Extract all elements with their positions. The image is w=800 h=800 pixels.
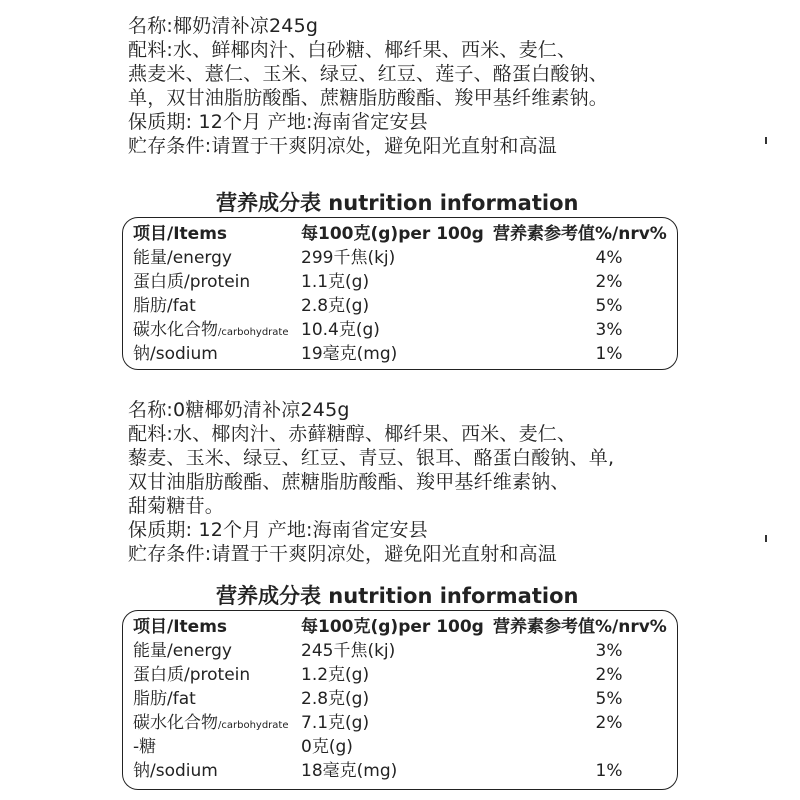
product2-name: 名称:0糖椰奶清补凉245g: [128, 399, 350, 421]
row-item: 脂肪/fat: [133, 296, 196, 316]
table-row: [123, 318, 677, 342]
table-row: [123, 294, 677, 318]
header-per100g: 每100克(g)per 100g: [301, 617, 484, 637]
row-per100g: 0克(g): [301, 737, 353, 757]
row-nrv: 4%: [595, 248, 623, 268]
header-nrv: 营养素参考值%/nrv%: [493, 617, 667, 637]
row-per100g: 245千焦(kj): [301, 641, 396, 661]
table-header-row: [123, 615, 677, 639]
row-nrv: 1%: [595, 761, 623, 781]
product1-shelf-life: 保质期: 12个月 产地:海南省定安县: [128, 111, 428, 133]
product2-table-title: 营养成分表 nutrition information: [216, 584, 579, 608]
row-item: 钠/sodium: [133, 761, 218, 781]
table-row: [123, 711, 677, 735]
table-row: [123, 246, 677, 270]
header-nrv: 营养素参考值%/nrv%: [493, 224, 667, 244]
row-item: 蛋白质/protein: [133, 665, 251, 685]
row-per100g: 1.2克(g): [301, 665, 370, 685]
row-nrv: 3%: [595, 641, 623, 661]
row-nrv: 3%: [595, 320, 623, 340]
row-nrv: 1%: [595, 344, 623, 364]
product1-storage: 贮存条件:请置于干爽阴凉处，避免阳光直射和高温: [128, 135, 558, 157]
product2-info: [128, 398, 768, 566]
product2-ingredients-line3: 双甘油脂肪酸酯、蔗糖脂肪酸酯、羧甲基纤维素钠、: [128, 471, 570, 493]
table-row: [123, 735, 677, 759]
row-per100g: 2.8克(g): [301, 296, 370, 316]
table-header-row: [123, 222, 677, 246]
row-nrv: 2%: [595, 713, 623, 733]
row-item: -糖: [133, 737, 157, 757]
product2-ingredients-line2: 藜麦、玉米、绿豆、红豆、青豆、银耳、酪蛋白酸钠、单,: [128, 447, 615, 469]
row-item: 能量/energy: [133, 641, 232, 661]
row-per100g: 18毫克(mg): [301, 761, 398, 781]
product2-storage: 贮存条件:请置于干爽阴凉处，避免阳光直射和高温: [128, 543, 558, 565]
product2-shelf-life: 保质期: 12个月 产地:海南省定安县: [128, 519, 428, 541]
row-per100g: 10.4克(g): [301, 320, 380, 340]
product2-ingredients-line1: 配料:水、椰肉汁、赤藓糖醇、椰纤果、西米、麦仁、: [128, 423, 577, 445]
row-per100g: 2.8克(g): [301, 689, 370, 709]
print-speck: [765, 535, 767, 542]
product2-nutrition-table: [122, 610, 678, 790]
table-row: [123, 342, 677, 366]
row-item: 能量/energy: [133, 248, 232, 268]
row-per100g: 299千焦(kj): [301, 248, 396, 268]
row-per100g: 1.1克(g): [301, 272, 370, 292]
header-per100g: 每100克(g)per 100g: [301, 224, 484, 244]
row-nrv: 2%: [595, 665, 623, 685]
product1-ingredients-line1: 配料:水、鲜椰肉汁、白砂糖、椰纤果、西米、麦仁、: [128, 39, 577, 61]
row-item: 碳水化合物/carbohydrate: [133, 320, 289, 340]
product2-ingredients-line4: 甜菊糖苷。: [128, 495, 225, 517]
table-row: [123, 639, 677, 663]
row-item: 钠/sodium: [133, 344, 218, 364]
header-items: 项目/Items: [133, 224, 228, 244]
row-per100g: 7.1克(g): [301, 713, 370, 733]
table-row: [123, 663, 677, 687]
row-item: 脂肪/fat: [133, 689, 196, 709]
print-speck: [765, 137, 767, 144]
row-nrv: 5%: [595, 296, 623, 316]
header-items: 项目/Items: [133, 617, 228, 637]
table-row: [123, 687, 677, 711]
table-row: [123, 759, 677, 783]
row-per100g: 19毫克(mg): [301, 344, 398, 364]
product1-ingredients-line3: 单，双甘油脂肪酸酯、蔗糖脂肪酸酯、羧甲基纤维素钠。: [128, 87, 609, 109]
product1-table-title: 营养成分表 nutrition information: [216, 191, 579, 215]
product1-nutrition-table: [122, 217, 678, 370]
row-nrv: 2%: [595, 272, 623, 292]
row-item: 蛋白质/protein: [133, 272, 251, 292]
product1-ingredients-line2: 燕麦米、薏仁、玉米、绿豆、红豆、莲子、酪蛋白酸钠、: [128, 63, 609, 85]
row-nrv: 5%: [595, 689, 623, 709]
product1-name: 名称:椰奶清补凉245g: [128, 15, 319, 37]
row-item: 碳水化合物/carbohydrate: [133, 713, 289, 733]
table-row: [123, 270, 677, 294]
product1-info: [128, 14, 768, 158]
